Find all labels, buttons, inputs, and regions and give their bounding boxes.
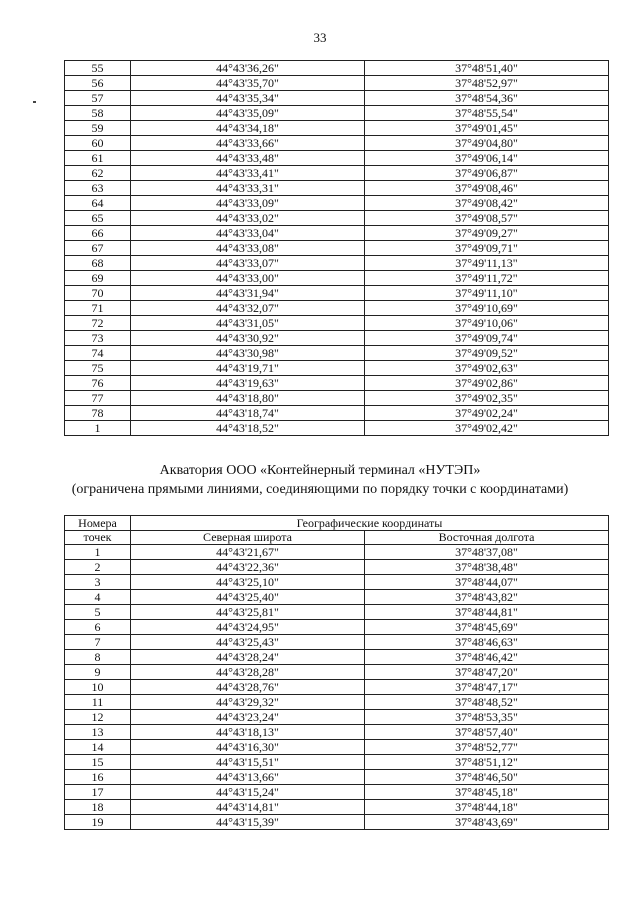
latitude: 44°43'15,51"	[131, 755, 365, 770]
latitude: 44°43'33,00"	[131, 271, 365, 286]
lat-header: Северная широта	[131, 531, 365, 545]
longitude: 37°48'51,40"	[365, 61, 609, 76]
coordinates-table-nutep	[64, 515, 609, 830]
latitude: 44°43'28,76"	[131, 680, 365, 695]
table-row	[65, 725, 609, 740]
longitude: 37°48'43,82"	[365, 590, 609, 605]
point-number: 19	[65, 815, 131, 830]
table-row	[65, 301, 609, 316]
table-row	[65, 226, 609, 241]
latitude: 44°43'33,07"	[131, 256, 365, 271]
table-row	[65, 76, 609, 91]
table-row	[65, 106, 609, 121]
table-row	[65, 740, 609, 755]
table-row	[65, 316, 609, 331]
table2-body	[65, 545, 609, 830]
longitude: 37°49'10,06"	[365, 316, 609, 331]
point-number: 68	[65, 256, 131, 271]
table-row	[65, 346, 609, 361]
point-number: 62	[65, 166, 131, 181]
table-row	[65, 406, 609, 421]
point-number: 10	[65, 680, 131, 695]
latitude: 44°43'21,67"	[131, 545, 365, 560]
longitude: 37°48'37,08"	[365, 545, 609, 560]
longitude: 37°48'54,36"	[365, 91, 609, 106]
longitude: 37°48'38,48"	[365, 560, 609, 575]
longitude: 37°48'45,18"	[365, 785, 609, 800]
table-row	[65, 560, 609, 575]
longitude: 37°48'44,81"	[365, 605, 609, 620]
point-number: 66	[65, 226, 131, 241]
table-row	[65, 256, 609, 271]
latitude: 44°43'33,08"	[131, 241, 365, 256]
longitude: 37°49'04,80"	[365, 136, 609, 151]
table-row	[65, 770, 609, 785]
table-row	[65, 575, 609, 590]
table-row	[65, 136, 609, 151]
longitude: 37°48'48,52"	[365, 695, 609, 710]
latitude: 44°43'28,28"	[131, 665, 365, 680]
table-row	[65, 545, 609, 560]
latitude: 44°43'19,71"	[131, 361, 365, 376]
longitude: 37°49'06,14"	[365, 151, 609, 166]
table-row	[65, 166, 609, 181]
longitude: 37°48'55,54"	[365, 106, 609, 121]
latitude: 44°43'19,63"	[131, 376, 365, 391]
table-row	[65, 650, 609, 665]
table-row	[65, 196, 609, 211]
longitude: 37°49'02,35"	[365, 391, 609, 406]
longitude: 37°49'11,13"	[365, 256, 609, 271]
table2-header	[65, 516, 609, 545]
point-number: 1	[65, 545, 131, 560]
latitude: 44°43'23,24"	[131, 710, 365, 725]
points-header-line1: Номера	[65, 516, 131, 531]
point-number: 6	[65, 620, 131, 635]
latitude: 44°43'25,43"	[131, 635, 365, 650]
points-header-line2: точек	[65, 531, 131, 545]
latitude: 44°43'14,81"	[131, 800, 365, 815]
longitude: 37°48'51,12"	[365, 755, 609, 770]
point-number: 70	[65, 286, 131, 301]
point-number: 60	[65, 136, 131, 151]
longitude: 37°49'02,24"	[365, 406, 609, 421]
table-row	[65, 121, 609, 136]
longitude: 37°49'02,63"	[365, 361, 609, 376]
longitude: 37°48'43,69"	[365, 815, 609, 830]
point-number: 73	[65, 331, 131, 346]
table-row	[65, 620, 609, 635]
latitude: 44°43'18,80"	[131, 391, 365, 406]
table-row	[65, 665, 609, 680]
latitude: 44°43'33,31"	[131, 181, 365, 196]
longitude: 37°48'45,69"	[365, 620, 609, 635]
longitude: 37°49'08,42"	[365, 196, 609, 211]
longitude: 37°48'52,77"	[365, 740, 609, 755]
point-number: 64	[65, 196, 131, 211]
table-row	[65, 181, 609, 196]
point-number: 56	[65, 76, 131, 91]
table-row	[65, 391, 609, 406]
longitude: 37°49'09,27"	[365, 226, 609, 241]
latitude: 44°43'24,95"	[131, 620, 365, 635]
table-row	[65, 91, 609, 106]
latitude: 44°43'15,39"	[131, 815, 365, 830]
longitude: 37°48'44,18"	[365, 800, 609, 815]
latitude: 44°43'36,26"	[131, 61, 365, 76]
point-number: 74	[65, 346, 131, 361]
longitude: 37°48'47,20"	[365, 665, 609, 680]
table-row	[65, 680, 609, 695]
latitude: 44°43'30,92"	[131, 331, 365, 346]
latitude: 44°43'34,18"	[131, 121, 365, 136]
point-number: 71	[65, 301, 131, 316]
longitude: 37°49'09,71"	[365, 241, 609, 256]
table-row	[65, 815, 609, 830]
latitude: 44°43'35,34"	[131, 91, 365, 106]
point-number: 5	[65, 605, 131, 620]
table-row	[65, 800, 609, 815]
point-number: 15	[65, 755, 131, 770]
point-number: 55	[65, 61, 131, 76]
table-row	[65, 61, 609, 76]
longitude: 37°48'46,50"	[365, 770, 609, 785]
table-row	[65, 695, 609, 710]
table-row	[65, 271, 609, 286]
table-row	[65, 635, 609, 650]
latitude: 44°43'25,40"	[131, 590, 365, 605]
point-number: 76	[65, 376, 131, 391]
point-number: 77	[65, 391, 131, 406]
point-number: 61	[65, 151, 131, 166]
latitude: 44°43'31,94"	[131, 286, 365, 301]
table-row	[65, 241, 609, 256]
point-number: 78	[65, 406, 131, 421]
longitude: 37°49'09,74"	[365, 331, 609, 346]
point-number: 69	[65, 271, 131, 286]
longitude: 37°48'52,97"	[365, 76, 609, 91]
longitude: 37°49'10,69"	[365, 301, 609, 316]
table-row	[65, 755, 609, 770]
latitude: 44°43'18,74"	[131, 406, 365, 421]
longitude: 37°48'53,35"	[365, 710, 609, 725]
longitude: 37°49'06,87"	[365, 166, 609, 181]
point-number: 57	[65, 91, 131, 106]
latitude: 44°43'33,04"	[131, 226, 365, 241]
point-number: 65	[65, 211, 131, 226]
table-row	[65, 421, 609, 436]
table-row	[65, 710, 609, 725]
table-row	[65, 151, 609, 166]
latitude: 44°43'18,52"	[131, 421, 365, 436]
latitude: 44°43'30,98"	[131, 346, 365, 361]
point-number: 13	[65, 725, 131, 740]
longitude: 37°48'47,17"	[365, 680, 609, 695]
page-number: 33	[313, 30, 327, 45]
latitude: 44°43'33,41"	[131, 166, 365, 181]
table-row	[65, 211, 609, 226]
latitude: 44°43'29,32"	[131, 695, 365, 710]
scan-mark	[33, 101, 36, 103]
point-number: 17	[65, 785, 131, 800]
coordinates-table-continued	[64, 60, 609, 436]
point-number: 14	[65, 740, 131, 755]
point-number: 58	[65, 106, 131, 121]
point-number: 3	[65, 575, 131, 590]
table-row	[65, 376, 609, 391]
point-number: 4	[65, 590, 131, 605]
point-number: 9	[65, 665, 131, 680]
point-number: 75	[65, 361, 131, 376]
latitude: 44°43'13,66"	[131, 770, 365, 785]
point-number: 59	[65, 121, 131, 136]
latitude: 44°43'35,09"	[131, 106, 365, 121]
point-number: 63	[65, 181, 131, 196]
point-number: 12	[65, 710, 131, 725]
latitude: 44°43'22,36"	[131, 560, 365, 575]
point-number: 67	[65, 241, 131, 256]
table-row	[65, 361, 609, 376]
latitude: 44°43'33,09"	[131, 196, 365, 211]
point-number: 1	[65, 421, 131, 436]
point-number: 7	[65, 635, 131, 650]
point-number: 11	[65, 695, 131, 710]
latitude: 44°43'31,05"	[131, 316, 365, 331]
longitude: 37°49'08,57"	[365, 211, 609, 226]
longitude: 37°49'02,86"	[365, 376, 609, 391]
latitude: 44°43'15,24"	[131, 785, 365, 800]
section-title: Акватория ООО «Контейнерный терминал «НУТЭП»	[159, 463, 481, 478]
latitude: 44°43'32,07"	[131, 301, 365, 316]
table-row	[65, 605, 609, 620]
longitude: 37°49'01,45"	[365, 121, 609, 136]
point-number: 16	[65, 770, 131, 785]
table-row	[65, 331, 609, 346]
point-number: 18	[65, 800, 131, 815]
latitude: 44°43'35,70"	[131, 76, 365, 91]
longitude: 37°48'44,07"	[365, 575, 609, 590]
coords-header: Географические координаты	[131, 516, 609, 531]
latitude: 44°43'16,30"	[131, 740, 365, 755]
table1-body	[65, 61, 609, 436]
longitude: 37°49'02,42"	[365, 421, 609, 436]
longitude: 37°49'08,46"	[365, 181, 609, 196]
longitude: 37°48'46,42"	[365, 650, 609, 665]
latitude: 44°43'33,66"	[131, 136, 365, 151]
latitude: 44°43'33,48"	[131, 151, 365, 166]
section-subtitle: (ограничена прямыми линиями, соединяющими по порядку точки с координатами)	[71, 482, 569, 497]
table-row	[65, 286, 609, 301]
point-number: 72	[65, 316, 131, 331]
lon-header: Восточная долгота	[365, 531, 609, 545]
longitude: 37°49'11,10"	[365, 286, 609, 301]
table-row	[65, 590, 609, 605]
point-number: 8	[65, 650, 131, 665]
latitude: 44°43'33,02"	[131, 211, 365, 226]
longitude: 37°48'46,63"	[365, 635, 609, 650]
table-row	[65, 785, 609, 800]
latitude: 44°43'25,81"	[131, 605, 365, 620]
longitude: 37°48'57,40"	[365, 725, 609, 740]
latitude: 44°43'18,13"	[131, 725, 365, 740]
point-number: 2	[65, 560, 131, 575]
longitude: 37°49'11,72"	[365, 271, 609, 286]
longitude: 37°49'09,52"	[365, 346, 609, 361]
latitude: 44°43'28,24"	[131, 650, 365, 665]
latitude: 44°43'25,10"	[131, 575, 365, 590]
